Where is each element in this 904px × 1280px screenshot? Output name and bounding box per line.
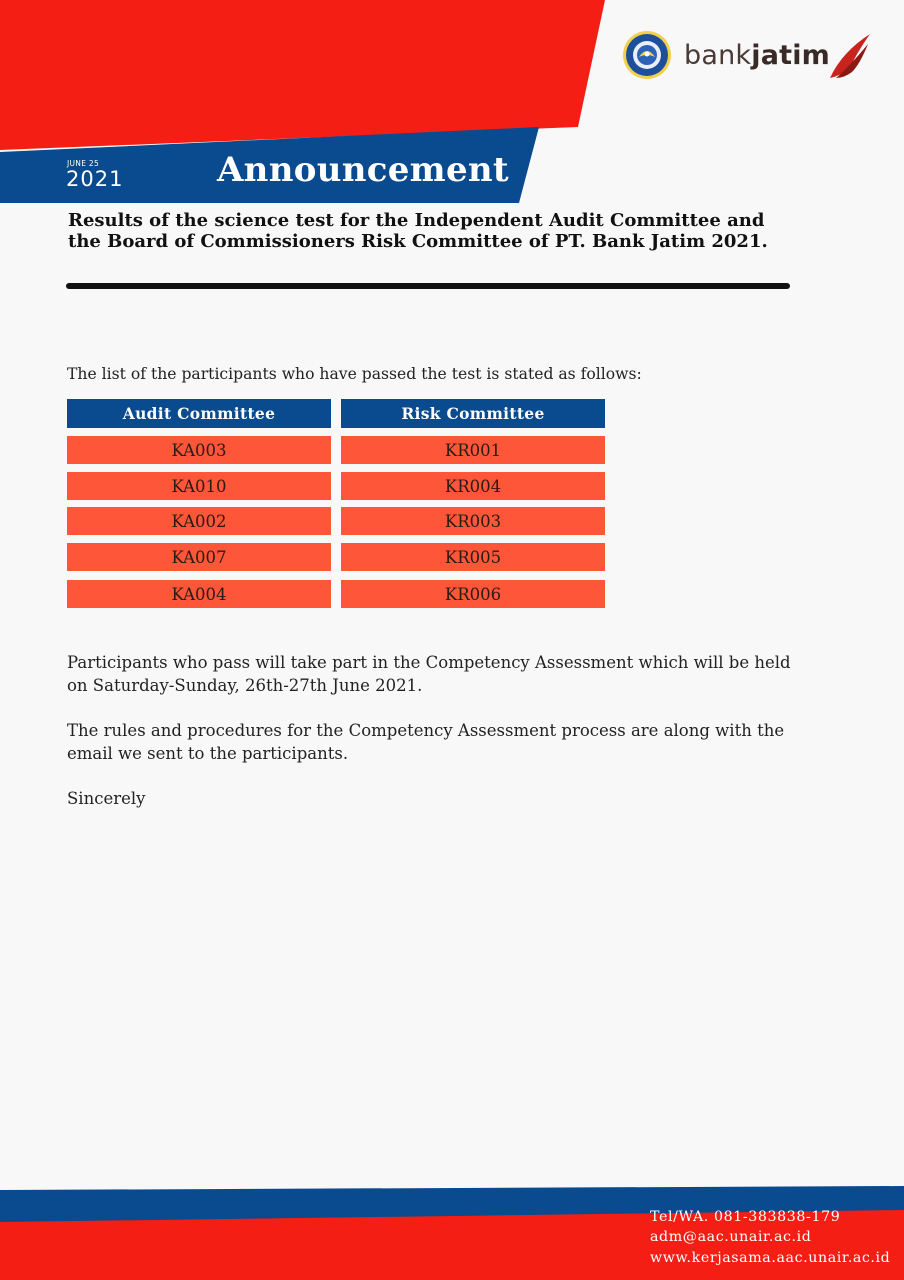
intro-text: The list of the participants who have passed the test is stated as follows: — [67, 365, 642, 383]
divider-line — [66, 283, 790, 289]
announcement-subtitle: Results of the science test for the Independent Audit Committee and the Board of Commissioners Risk Committee of PT. Bank Jatim 2021. — [68, 210, 768, 252]
audit-participant-cell: KA003 — [67, 436, 331, 464]
bank-swoosh-icon — [826, 32, 872, 82]
unair-seal-icon — [622, 30, 672, 80]
contact-phone: Tel/WA. 081-383838-179 — [650, 1209, 841, 1225]
rules-paragraph: The rules and procedures for the Competency Assessment process are along with the email we sent to the participants. — [67, 721, 785, 763]
page-title: Announcement — [217, 150, 509, 190]
risk-participant-cell: KR003 — [341, 507, 605, 535]
risk-committee-header: Risk Committee — [341, 399, 605, 428]
date-year-label: 2021 — [66, 167, 124, 191]
risk-participant-cell: KR005 — [341, 543, 605, 571]
closing-text: Sincerely — [67, 789, 146, 808]
audit-participant-cell: KA010 — [67, 472, 331, 500]
assessment-schedule-paragraph: Participants who pass will take part in the Competency Assessment which will be held on Saturday-Sunday, 26th-27th June 2021. — [67, 653, 791, 695]
risk-participant-cell: KR004 — [341, 472, 605, 500]
risk-participant-cell: KR001 — [341, 436, 605, 464]
audit-committee-header: Audit Committee — [67, 399, 331, 428]
bank-jatim-logo — [684, 40, 830, 71]
header-red-shape — [0, 0, 605, 150]
logo-group — [622, 30, 830, 80]
audit-participant-cell: KA002 — [67, 507, 331, 535]
contact-email[interactable]: adm@aac.unair.ac.id — [650, 1229, 812, 1245]
date-day-label: JUNE 25 — [67, 159, 100, 168]
risk-participant-cell: KR006 — [341, 580, 605, 608]
bank-logo-text: bankjatim — [684, 39, 831, 71]
audit-participant-cell: KA004 — [67, 580, 331, 608]
contact-website[interactable]: www.kerjasama.aac.unair.ac.id — [650, 1250, 891, 1266]
audit-participant-cell: KA007 — [67, 543, 331, 571]
